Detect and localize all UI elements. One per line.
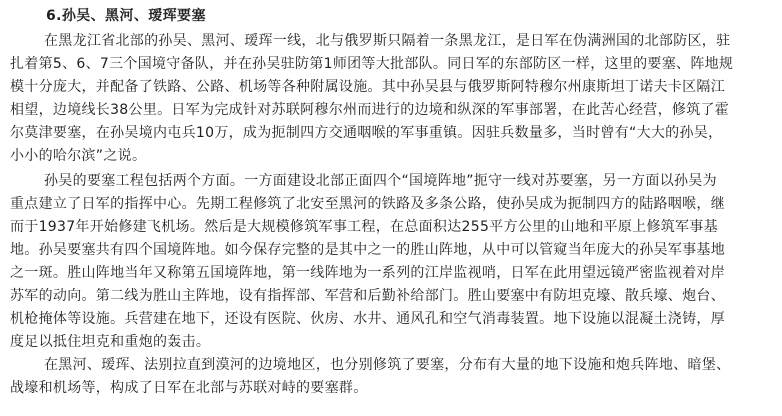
text-line: 之一斑。胜山阵地当年又称第五国境阵地，第一线阵地为一系列的江岸监视哨，日军在此用望远镜严密监视着对岸 [10,265,725,281]
text-line: 地。孙吴要塞共有四个国境阵地。如今保存完整的是其中之一的胜山阵地，从中可以管窥当年庞大的孙吴军事基地 [10,242,725,258]
text-line: 小小的哈尔滨”之说。 [10,148,147,164]
text-line: 扎着第5、6、7三个国境守备队，并在孙吴驻防第1师团等大批部队。同日军的东部防区一样，这里的要塞、阵地规 [10,56,734,72]
text-line: 模十分庞大，并配备了铁路、公路、机场等各种附属设施。其中孙吴县与俄罗斯阿特穆尔州康斯坦丁诺夫卡区隔江 [10,79,725,95]
paragraph-1 [10,30,782,170]
text-line: 在黑龙江省北部的孙吴、黑河、瑷珲一线，北与俄罗斯只隔着一条黑龙江，是日军在伪满洲国的北部防区，驻 [44,33,731,49]
text-line: 孙吴的要塞工程包括两个方面。一方面建设北部正面四个“国境阵地”扼守一线对苏要塞，另一方面以孙吴为 [44,173,717,189]
text-line: 重点建立了日军的指挥中心。先期工程修筑了北安至黑河的铁路及多条公路，使孙吴成为扼制四方的陆路咽喉，继 [10,196,725,212]
text-line: 机枪掩体等设施。兵营建在地下，还设有医院、伙房、水井、通风孔和空气消毒装置。地下设施以混凝土浇铸，厚 [10,311,725,327]
paragraph-3 [10,354,782,400]
text-line: 战壕和机场等，构成了日军在北部与苏联对峙的要塞群。 [10,380,368,396]
text-line: 度足以抵住坦克和重炮的轰击。 [10,334,211,350]
section-heading: 6.孙吴、黑河、瑷珲要塞 [46,8,206,24]
text-line: 相望，边境线长38公里。日军为完成针对苏联阿穆尔州而进行的边境和纵深的军事部署，在此苦心经营，修筑了霍 [10,102,730,118]
paragraph-2 [10,170,782,354]
text-line: 苏军的动向。第二线为胜山主阵地，设有指挥部、军营和后勤补给部门。胜山要塞中有防坦克壕、散兵壕、炮台、 [10,288,725,304]
text-line: 尔莫津要塞，在孙吴境内屯兵10万，成为扼制四方交通咽喉的军事重镇。因驻兵数量多，当时曾有“大大的孙吴， [10,125,723,141]
text-line: 在黑河、瑷珲、法别拉直到漠河的边境地区，也分别修筑了要塞，分布有大量的地下设施和炮兵阵地、暗堡、 [44,357,731,373]
text-line: 而于1937年开始修建飞机场。然后是大规模修筑军事工程，在总面积达255平方公里的山地和平原上修筑军事基 [10,219,718,235]
